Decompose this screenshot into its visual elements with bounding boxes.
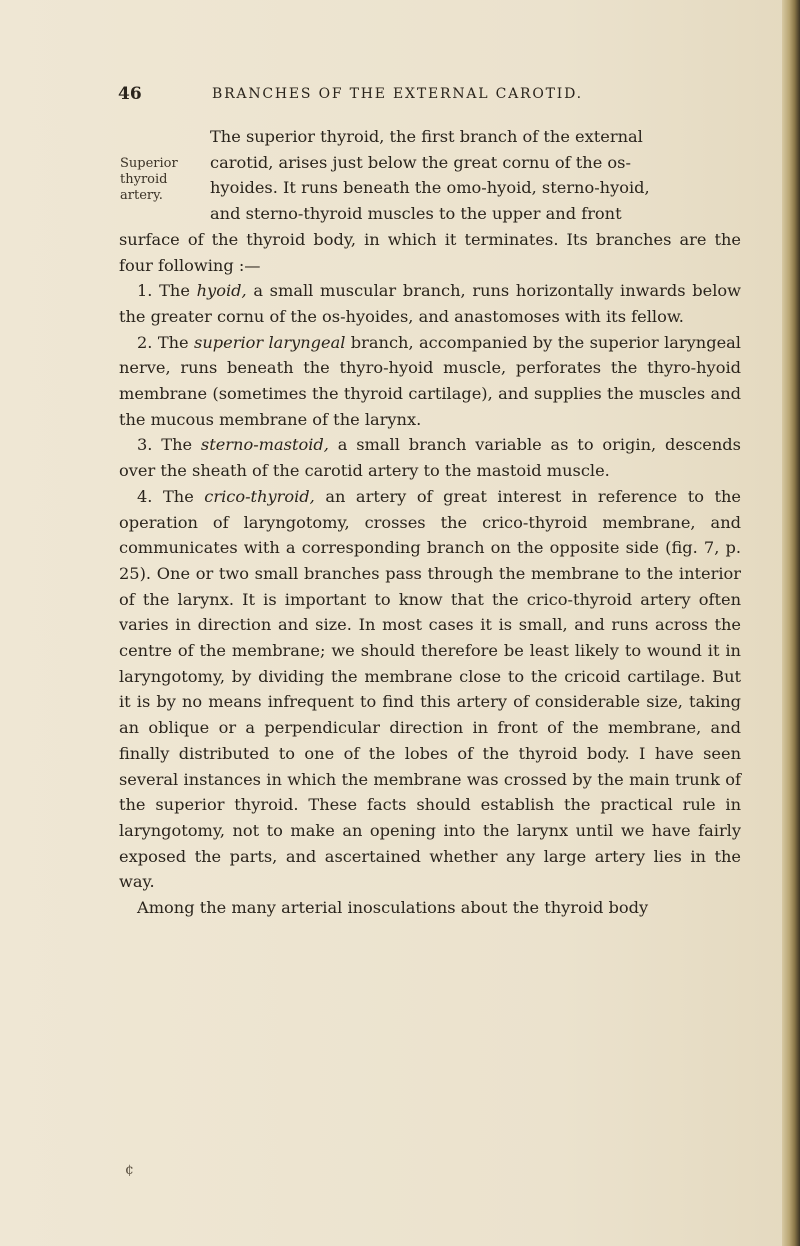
intro-rest: surface of the thyroid body, in which it terminates. Its branches are the four following :— (119, 229, 741, 275)
branch-item-sterno-mastoid (119, 432, 741, 483)
item-number: 3. The (137, 435, 201, 455)
margin-note-line: thyroid (120, 172, 168, 187)
margin-note-line: Superior (120, 156, 178, 171)
item-number: 2. The (137, 332, 195, 352)
body-text (119, 124, 741, 921)
closing-paragraph: Among the many arterial inosculations about the thyroid body (137, 898, 649, 918)
item-term: superior laryngeal (194, 332, 346, 352)
page-number: 46 (118, 84, 142, 104)
item-term: hyoid, (196, 281, 247, 301)
running-head: BRANCHES OF THE EXTERNAL CAROTID. (212, 86, 583, 102)
margin-note-line: artery. (120, 188, 163, 203)
footer-mark: ¢ (125, 1162, 134, 1178)
intro-line: hyoides. It runs beneath the omo-hyoid, sterno-hyoid, (210, 178, 650, 198)
item-text: an artery of great interest in reference to the operation of laryngotomy, crosses the crico-thyroid membrane, and communicates with a corresponding branch on the opposite side (fig. 7, p. 25). One or two small branches pass through the membrane to the interior of the larynx. It is important to know that the crico-thyroid artery often varies in direction and size. In most cases it is small, and runs across the centre of the membrane; we should therefore be least likely to wound it in laryngotomy, by dividing the membrane close to the cricoid cartilage. But it is by no means infrequent to find this artery of considerable size, taking an oblique or a perpendicular direction in front of the membrane, and finally distributed to one of the lobes of the thyroid body. I have seen several instances in which the membrane was crossed by the main trunk of the superior thyroid. These facts should establish the practical rule in laryngotomy, not to make an opening into the larynx until we have fairly exposed the parts, and ascertained whether any large artery lies in the way. (119, 486, 741, 892)
item-number: 4. The (137, 486, 205, 506)
page-header (118, 84, 738, 110)
item-term: sterno-mastoid, (200, 435, 329, 455)
intro-line: and sterno-thyroid muscles to the upper and front (210, 204, 622, 224)
item-term: crico-thyroid, (204, 486, 315, 506)
intro-line: carotid, arises just below the great cornu of the os- (210, 152, 631, 172)
branch-item-superior-laryngeal (119, 330, 741, 433)
item-text: branch, accompanied by the superior laryngeal nerve, runs beneath the thyro-hyoid muscle, perforates the thyro-hyoid membrane (sometimes the thyroid cartilage), and supplies the muscles and the mucous membrane of the larynx. (119, 332, 741, 429)
intro-paragraph (119, 124, 741, 278)
item-text: a small branch variable as to origin, descends over the sheath of the carotid artery to the mastoid muscle. (119, 435, 741, 481)
page-edge-shadow (782, 0, 800, 1246)
branch-item-crico-thyroid (119, 484, 741, 895)
branch-item-hyoid (119, 278, 741, 329)
item-text: a small muscular branch, runs horizontally inwards below the greater cornu of the os-hyoides, and anastomoses with its fellow. (119, 281, 741, 326)
item-number: 1. The (137, 281, 197, 301)
intro-line: The superior thyroid, the first branch of the external (210, 127, 643, 146)
